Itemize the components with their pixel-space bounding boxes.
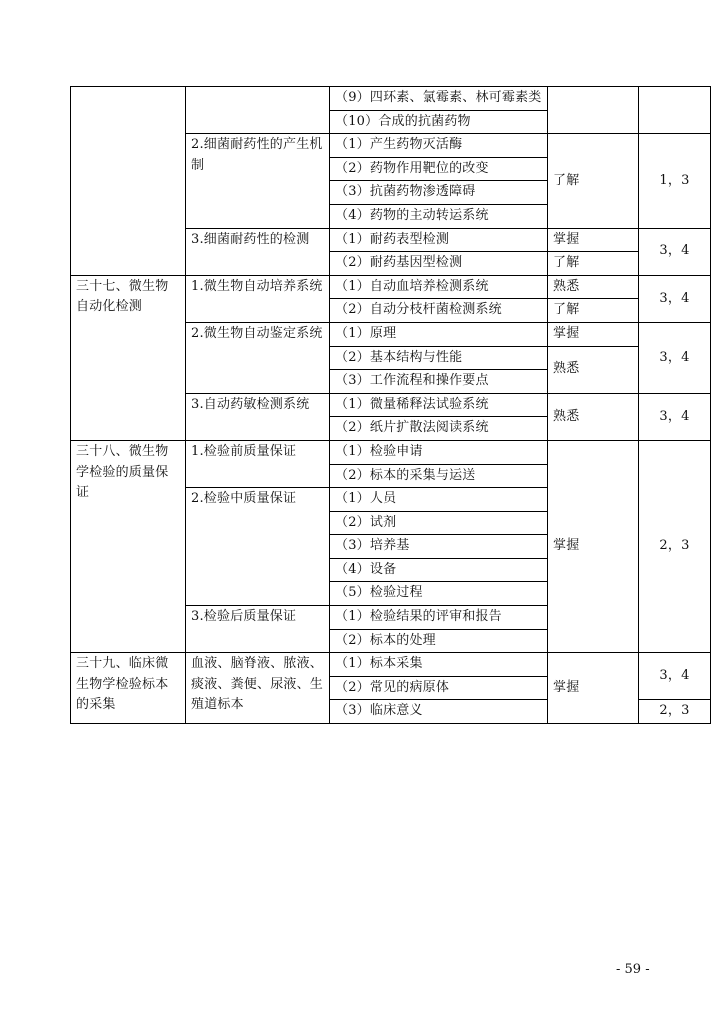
content-cell: （2）标本的采集与运送 [330, 464, 548, 488]
content-cell: （1）微量稀释法试验系统 [330, 393, 548, 417]
topic-cell: 2.检验中质量保证 [186, 488, 330, 606]
topic-cell: 血液、脑脊液、脓液、痰液、粪便、尿液、生殖道标本 [186, 653, 330, 724]
content-cell: （1）自动血培养检测系统 [330, 275, 548, 299]
topic-cell: 2.微生物自动鉴定系统 [186, 322, 330, 393]
unit-cell: 三十七、微生物自动化检测 [71, 275, 186, 440]
topic-cell: 3.自动药敏检测系统 [186, 393, 330, 440]
content-cell: （2）标本的处理 [330, 629, 548, 653]
content-cell: （1）耐药表型检测 [330, 228, 548, 252]
content-cell: （3）临床意义 [330, 700, 548, 724]
level-cell: 3，4 [639, 275, 711, 322]
topic-cell [186, 87, 330, 134]
content-cell: （1）原理 [330, 322, 548, 346]
content-cell: （1）人员 [330, 488, 548, 512]
content-cell: （1）标本采集 [330, 653, 548, 677]
table-row [71, 440, 711, 464]
requirement-cell: 熟悉 [548, 393, 639, 440]
table-row [71, 275, 711, 299]
requirement-cell: 掌握 [548, 322, 639, 346]
content-cell: （2）试剂 [330, 511, 548, 535]
syllabus-table [70, 86, 711, 724]
table-row [71, 653, 711, 677]
content-cell: （4）设备 [330, 558, 548, 582]
requirement-cell: 了解 [548, 299, 639, 323]
level-cell: 3，4 [639, 322, 711, 393]
unit-cell: 三十八、微生物学检验的质量保证 [71, 440, 186, 652]
topic-cell: 1.微生物自动培养系统 [186, 275, 330, 322]
level-cell [639, 87, 711, 134]
content-cell: （2）基本结构与性能 [330, 346, 548, 370]
topic-cell: 3.细菌耐药性的检测 [186, 228, 330, 275]
content-cell: （2）耐药基因型检测 [330, 252, 548, 276]
page-number: - 59 - [616, 962, 650, 977]
topic-cell: 2.细菌耐药性的产生机制 [186, 134, 330, 228]
content-cell: （9）四环素、氯霉素、林可霉素类 [330, 87, 548, 111]
topic-cell: 1.检验前质量保证 [186, 440, 330, 487]
requirement-cell [548, 87, 639, 134]
requirement-cell: 掌握 [548, 653, 639, 724]
content-cell: （1）检验申请 [330, 440, 548, 464]
requirement-cell: 熟悉 [548, 346, 639, 393]
content-cell: （3）工作流程和操作要点 [330, 370, 548, 394]
requirement-cell: 熟悉 [548, 275, 639, 299]
content-cell: （10）合成的抗菌药物 [330, 110, 548, 134]
unit-cell [71, 87, 186, 276]
level-cell: 2，3 [639, 440, 711, 652]
topic-cell: 3.检验后质量保证 [186, 606, 330, 653]
content-cell: （2）纸片扩散法阅读系统 [330, 417, 548, 441]
requirement-cell: 掌握 [548, 228, 639, 252]
level-cell: 2，3 [639, 700, 711, 724]
level-cell: 3，4 [639, 653, 711, 700]
content-cell: （3）培养基 [330, 535, 548, 559]
content-cell: （2）常见的病原体 [330, 676, 548, 700]
table-row [71, 87, 711, 111]
unit-cell: 三十九、临床微生物学检验标本的采集 [71, 653, 186, 724]
level-cell: 3，4 [639, 393, 711, 440]
requirement-cell: 了解 [548, 252, 639, 276]
content-cell: （1）产生药物灭活酶 [330, 134, 548, 158]
requirement-cell: 了解 [548, 134, 639, 228]
content-cell: （4）药物的主动转运系统 [330, 204, 548, 228]
level-cell: 1，3 [639, 134, 711, 228]
content-cell: （5）检验过程 [330, 582, 548, 606]
content-cell: （3）抗菌药物渗透障碍 [330, 181, 548, 205]
content-cell: （2）自动分枝杆菌检测系统 [330, 299, 548, 323]
content-cell: （2）药物作用靶位的改变 [330, 157, 548, 181]
level-cell: 3，4 [639, 228, 711, 275]
content-cell: （1）检验结果的评审和报告 [330, 606, 548, 630]
requirement-cell: 掌握 [548, 440, 639, 652]
